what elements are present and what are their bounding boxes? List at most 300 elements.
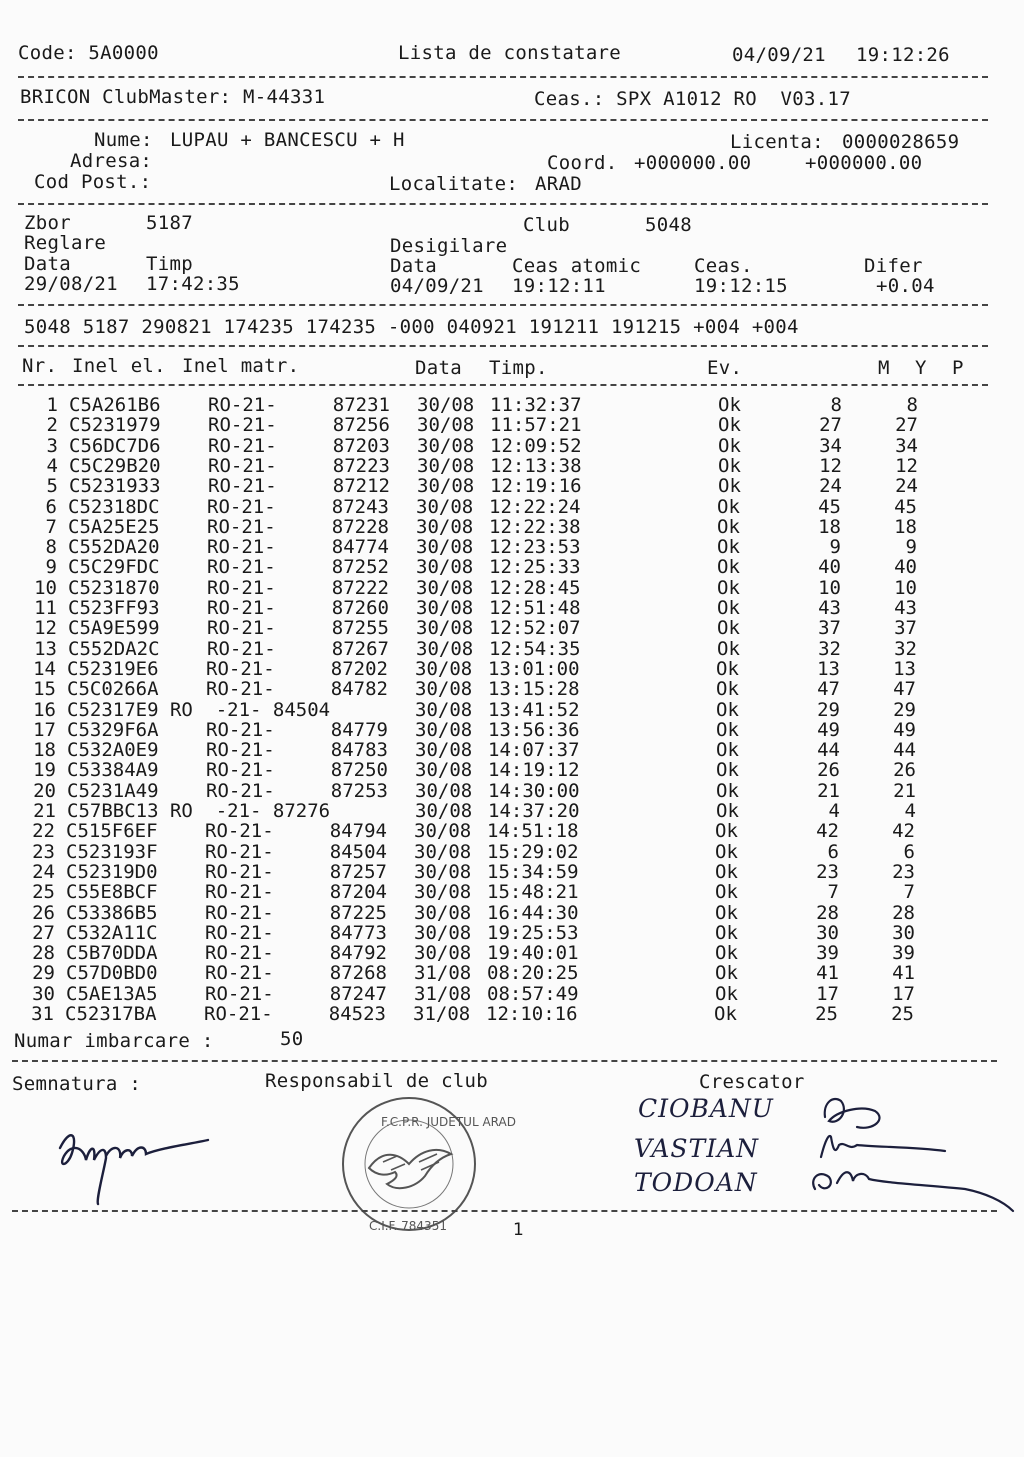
rank-y: 28 xyxy=(892,901,915,924)
table-row xyxy=(0,618,1024,638)
zbor-value: 5187 xyxy=(146,212,193,234)
ceas-atomic-value: 19:12:11 xyxy=(512,275,606,297)
row-number: 19 xyxy=(33,759,56,782)
rank-m: 7 xyxy=(827,881,839,904)
arrival-time: 14:19:12 xyxy=(488,759,580,782)
ring-prefix: RO-21- xyxy=(205,860,274,883)
arrival-time: 13:01:00 xyxy=(488,657,580,680)
table-row xyxy=(0,720,1024,740)
electronic-ring: C55E8BCF xyxy=(66,881,158,904)
rank-m: 13 xyxy=(817,657,840,680)
electronic-ring: C5A261B6 xyxy=(69,394,161,416)
rank-m: 34 xyxy=(819,434,842,457)
rank-y: 30 xyxy=(892,921,915,944)
table-row xyxy=(0,598,1024,618)
table-row xyxy=(0,1004,1024,1024)
table-row xyxy=(0,740,1024,760)
electronic-ring: C552DA20 xyxy=(68,536,160,559)
ring-number: 87203 xyxy=(332,434,390,457)
arrival-date: 30/08 xyxy=(414,820,472,843)
electronic-ring: C515F6EF xyxy=(66,820,158,843)
ring-prefix: RO-21- xyxy=(207,556,276,579)
event-status: Ok xyxy=(715,901,738,924)
ring-prefix: RO-21- xyxy=(208,394,277,416)
electronic-ring: C5C29B20 xyxy=(69,454,161,477)
code-line: 5048 5187 290821 174235 174235 -000 040921 191211 191215 +004 +004 xyxy=(24,316,799,338)
arrival-time: 11:32:37 xyxy=(490,394,582,416)
ring-prefix: RO-21- xyxy=(205,881,274,904)
divider xyxy=(18,304,988,306)
arrival-time: 14:37:20 xyxy=(488,800,580,822)
ring-prefix: RO-21- xyxy=(206,779,275,802)
arrival-time: 13:41:52 xyxy=(488,698,580,721)
rank-y: 43 xyxy=(894,597,917,619)
arrival-time: 15:48:21 xyxy=(487,881,579,904)
col-nr: Nr. xyxy=(22,355,58,377)
club-label: Club xyxy=(523,214,570,236)
row-number: 31 xyxy=(31,1003,54,1025)
row-number: 13 xyxy=(34,637,57,660)
table-row xyxy=(0,476,1024,496)
row-number: 7 xyxy=(45,515,57,538)
electronic-ring: C56DC7D6 xyxy=(69,434,161,457)
rank-y: 44 xyxy=(893,739,916,762)
ring-number: 87222 xyxy=(331,576,389,599)
signature-semnatura xyxy=(50,1108,220,1208)
rank-m: 43 xyxy=(818,597,841,619)
arrival-time: 19:40:01 xyxy=(487,942,579,965)
rank-y: 6 xyxy=(903,840,915,863)
event-status: Ok xyxy=(716,657,739,680)
ring-prefix: RO-21- xyxy=(205,942,274,965)
electronic-ring: C52319D0 xyxy=(66,860,158,883)
arrival-date: 30/08 xyxy=(417,434,475,457)
arrival-date: 30/08 xyxy=(415,779,473,802)
arrival-date: 30/08 xyxy=(416,597,474,619)
event-status: Ok xyxy=(716,779,739,802)
event-status: Ok xyxy=(715,820,738,843)
ring-prefix: RO-21- xyxy=(205,820,274,843)
data2-label: Data xyxy=(390,255,437,277)
rank-y: 32 xyxy=(894,637,917,660)
ring-number: 84792 xyxy=(329,942,387,965)
crescator-name: CIOBANU xyxy=(638,1094,774,1123)
event-status: Ok xyxy=(715,942,738,965)
ring-prefix: RO-21- xyxy=(206,678,275,701)
localitate-value: ARAD xyxy=(535,173,582,195)
electronic-ring: C5AE13A5 xyxy=(66,982,158,1005)
rank-m: 18 xyxy=(818,515,841,538)
arrival-date: 30/08 xyxy=(415,718,473,741)
ring-prefix: RO-21- xyxy=(208,414,277,437)
arrival-time: 12:10:16 xyxy=(486,1003,578,1025)
row-number: 3 xyxy=(46,434,58,457)
table-row xyxy=(0,557,1024,577)
rank-y: 12 xyxy=(895,454,918,477)
table-row xyxy=(0,700,1024,720)
rank-y: 45 xyxy=(894,495,917,518)
event-status: Ok xyxy=(715,921,738,944)
stamp-text: F.C.P.R. JUDETUL ARAD xyxy=(381,1115,516,1129)
row-number: 14 xyxy=(33,657,56,680)
row-number: 23 xyxy=(32,840,55,863)
arrival-date: 30/08 xyxy=(414,840,472,863)
arrival-time: 12:54:35 xyxy=(489,637,581,660)
reglare-data: 29/08/21 xyxy=(24,273,118,295)
col-m: M xyxy=(878,357,890,379)
row-number: 28 xyxy=(32,942,55,965)
event-status: Ok xyxy=(718,454,741,477)
arrival-date: 31/08 xyxy=(414,962,472,985)
row-number: 8 xyxy=(45,536,57,559)
arrival-date: 30/08 xyxy=(416,515,474,538)
row-number: 20 xyxy=(33,779,56,802)
electronic-ring: C5A25E25 xyxy=(68,515,160,538)
numar-label: Numar imbarcare : xyxy=(14,1030,214,1052)
desig-data: 04/09/21 xyxy=(390,275,484,297)
event-status: Ok xyxy=(717,495,740,518)
ring-number: 87204 xyxy=(329,881,387,904)
report-code: Code: 5A0000 xyxy=(18,42,159,64)
rank-y: 17 xyxy=(892,982,915,1005)
rank-m: 32 xyxy=(818,637,841,660)
ring-number: 84523 xyxy=(328,1003,386,1025)
rank-m: 4 xyxy=(828,800,840,822)
ceas-label: Ceas. xyxy=(694,255,753,277)
row-number: 12 xyxy=(34,617,57,640)
rank-m: 49 xyxy=(817,718,840,741)
arrival-date: 30/08 xyxy=(414,901,472,924)
arrival-time: 19:25:53 xyxy=(487,921,579,944)
rank-m: 8 xyxy=(830,394,842,416)
club-stamp xyxy=(335,1092,516,1240)
rank-y: 23 xyxy=(892,860,915,883)
electronic-ring: C52317BA xyxy=(65,1003,157,1025)
report-date: 04/09/21 xyxy=(732,44,826,66)
rank-m: 9 xyxy=(829,536,841,559)
rank-y: 27 xyxy=(895,414,918,437)
arrival-time: 12:13:38 xyxy=(490,454,582,477)
rank-y: 25 xyxy=(891,1003,914,1025)
row-number: 4 xyxy=(46,454,58,477)
electronic-ring: C53386B5 xyxy=(66,901,158,924)
event-status: Ok xyxy=(717,515,740,538)
arrival-time: 13:15:28 xyxy=(488,678,580,701)
col-y: Y xyxy=(915,357,927,379)
ring-number: 84783 xyxy=(330,739,388,762)
electronic-ring: C532A11C xyxy=(66,921,158,944)
rank-m: 25 xyxy=(815,1003,838,1025)
arrival-time: 12:28:45 xyxy=(489,576,581,599)
electronic-ring: C5231979 xyxy=(69,414,161,437)
table-row xyxy=(0,923,1024,943)
arrival-date: 30/08 xyxy=(417,414,475,437)
ring-number: 84782 xyxy=(330,678,388,701)
arrival-date: 30/08 xyxy=(414,860,472,883)
ring-number: 84504 xyxy=(329,840,387,863)
row-number: 15 xyxy=(33,678,56,701)
rank-m: 29 xyxy=(817,698,840,721)
table-row xyxy=(0,456,1024,476)
ring-prefix: RO-21- xyxy=(205,962,274,985)
arrival-time: 12:25:33 xyxy=(489,556,581,579)
row-number: 9 xyxy=(45,556,57,579)
ring-prefix: RO-21- xyxy=(207,637,276,660)
arrival-date: 30/08 xyxy=(417,394,475,416)
col-data: Data xyxy=(415,357,462,379)
row-number: 10 xyxy=(34,576,57,599)
event-status: Ok xyxy=(717,536,740,559)
rank-y: 37 xyxy=(894,617,917,640)
rank-m: 42 xyxy=(816,820,839,843)
table-row xyxy=(0,903,1024,923)
device-info: BRICON ClubMaster: M-44331 xyxy=(20,86,326,108)
numar-value: 50 xyxy=(280,1028,304,1050)
ring-prefix: RO-21- xyxy=(207,576,276,599)
table-row xyxy=(0,943,1024,963)
ring-prefix: RO-21- xyxy=(207,597,276,619)
rank-m: 24 xyxy=(819,475,842,498)
arrival-date: 30/08 xyxy=(414,921,472,944)
electronic-ring: C5231870 xyxy=(68,576,160,599)
table-row xyxy=(0,578,1024,598)
rank-y: 21 xyxy=(893,779,916,802)
electronic-ring: C52318DC xyxy=(68,495,160,518)
event-status: Ok xyxy=(717,597,740,619)
event-status: Ok xyxy=(714,1003,737,1025)
arrival-time: 14:30:00 xyxy=(488,779,580,802)
table-row xyxy=(0,395,1024,415)
arrival-time: 12:51:48 xyxy=(489,597,581,619)
ring-number: 84774 xyxy=(331,536,389,559)
ring-prefix: RO-21- xyxy=(208,475,277,498)
arrival-date: 30/08 xyxy=(416,495,474,518)
divider xyxy=(12,1060,997,1062)
ring-prefix: RO-21- xyxy=(206,759,275,782)
rank-m: 21 xyxy=(817,779,840,802)
row-number: 30 xyxy=(32,982,55,1005)
table-row xyxy=(0,781,1024,801)
electronic-ring: C5B70DDA xyxy=(66,942,158,965)
ring-prefix: RO-21- xyxy=(208,454,277,477)
col-timp: Timp. xyxy=(489,357,548,379)
event-status: Ok xyxy=(718,394,741,416)
rank-m: 47 xyxy=(817,678,840,701)
electronic-ring: C552DA2C xyxy=(68,637,160,660)
ring-number: 87225 xyxy=(329,901,387,924)
page-number: 1 xyxy=(513,1220,525,1240)
event-status: Ok xyxy=(718,434,741,457)
arrival-date: 30/08 xyxy=(415,698,473,721)
report-time: 19:12:26 xyxy=(856,44,950,66)
owner-name: LUPAU + BANCESCU + H xyxy=(170,129,405,151)
electronic-ring: C5C29FDC xyxy=(68,556,160,579)
row-number: 29 xyxy=(32,962,55,985)
arrival-time: 12:22:38 xyxy=(489,515,581,538)
arrival-date: 30/08 xyxy=(415,800,473,822)
ring-number: 87268 xyxy=(329,962,387,985)
electronic-ring: C523FF93 xyxy=(68,597,160,619)
electronic-ring: C53384A9 xyxy=(67,759,159,782)
rank-m: 39 xyxy=(816,942,839,965)
table-row xyxy=(0,497,1024,517)
table-row xyxy=(0,436,1024,456)
signature-crescator xyxy=(625,1085,1020,1220)
difer-label: Difer xyxy=(864,255,923,277)
reglare-timp: 17:42:35 xyxy=(146,273,240,295)
rank-m: 6 xyxy=(827,840,839,863)
arrival-time: 15:29:02 xyxy=(487,840,579,863)
arrival-time: 14:51:18 xyxy=(487,820,579,843)
arrival-date: 30/08 xyxy=(414,881,472,904)
col-p: P xyxy=(952,357,964,379)
divider xyxy=(18,203,988,205)
ring-number: 87255 xyxy=(331,617,389,640)
event-status: Ok xyxy=(717,576,740,599)
electronic-ring: C5231A49 xyxy=(67,779,159,802)
coord-value-2: +000000.00 xyxy=(805,152,923,174)
rank-y: 29 xyxy=(893,698,916,721)
reglare-label: Reglare xyxy=(24,232,107,254)
report-title: Lista de constatare xyxy=(398,42,622,64)
arrival-time: 08:20:25 xyxy=(487,962,579,985)
rank-y: 41 xyxy=(892,962,915,985)
rank-m: 45 xyxy=(818,495,841,518)
arrival-time: 12:23:53 xyxy=(489,536,581,559)
crescator-name: VASTIAN xyxy=(634,1134,760,1163)
table-row xyxy=(0,842,1024,862)
ring-prefix: RO-21- xyxy=(208,434,277,457)
arrival-date: 30/08 xyxy=(416,617,474,640)
electronic-ring: C523193F xyxy=(66,840,158,863)
electronic-ring: C57BBC13 RO -21- 87276 xyxy=(67,800,331,822)
ring-prefix: RO-21- xyxy=(206,657,275,680)
table-row xyxy=(0,801,1024,821)
name-label: Nume: xyxy=(94,129,153,151)
rank-m: 10 xyxy=(818,576,841,599)
rank-y: 4 xyxy=(904,800,916,822)
timp-label: Timp xyxy=(146,253,193,275)
event-status: Ok xyxy=(715,860,738,883)
event-status: Ok xyxy=(715,881,738,904)
arrival-time: 12:22:24 xyxy=(489,495,581,518)
row-number: 26 xyxy=(32,901,55,924)
arrival-date: 31/08 xyxy=(414,982,472,1005)
event-status: Ok xyxy=(716,739,739,762)
rank-m: 27 xyxy=(819,414,842,437)
ring-prefix: RO-21- xyxy=(205,921,274,944)
ring-number: 87228 xyxy=(331,515,389,538)
arrival-time: 13:56:36 xyxy=(488,718,580,741)
table-row xyxy=(0,415,1024,435)
rank-y: 26 xyxy=(893,759,916,782)
event-status: Ok xyxy=(718,414,741,437)
row-number: 16 xyxy=(33,698,56,721)
ring-prefix: RO-21- xyxy=(207,495,276,518)
rank-y: 9 xyxy=(905,536,917,559)
data-label: Data xyxy=(24,253,71,275)
electronic-ring: C52317E9 RO -21- 84504 xyxy=(67,698,331,721)
table-row xyxy=(0,821,1024,841)
rank-m: 37 xyxy=(818,617,841,640)
club-value: 5048 xyxy=(645,214,692,236)
arrival-date: 31/08 xyxy=(413,1003,471,1025)
arrival-date: 30/08 xyxy=(416,637,474,660)
rank-y: 8 xyxy=(906,394,918,416)
table-row xyxy=(0,659,1024,679)
electronic-ring: C57D0BD0 xyxy=(66,962,158,985)
row-number: 22 xyxy=(32,820,55,843)
rank-m: 26 xyxy=(817,759,840,782)
rank-m: 12 xyxy=(819,454,842,477)
table-row xyxy=(0,963,1024,983)
localitate-label: Localitate: xyxy=(389,173,519,195)
ring-prefix: RO-21- xyxy=(205,901,274,924)
table-row xyxy=(0,882,1024,902)
row-number: 11 xyxy=(34,597,57,619)
coord-label: Coord. xyxy=(547,152,618,174)
event-status: Ok xyxy=(717,556,740,579)
col-inel-matr: Inel matr. xyxy=(182,355,300,377)
row-number: 24 xyxy=(32,860,55,883)
clock-info: Ceas.: SPX A1012 RO V03.17 xyxy=(534,88,851,110)
arrival-date: 30/08 xyxy=(415,678,473,701)
row-number: 2 xyxy=(46,414,58,437)
crescator-name: TODOAN xyxy=(634,1168,758,1197)
event-status: Ok xyxy=(718,475,741,498)
ring-number: 87231 xyxy=(332,394,390,416)
arrival-time: 11:57:21 xyxy=(490,414,582,437)
ring-number: 87257 xyxy=(329,860,387,883)
event-status: Ok xyxy=(715,840,738,863)
rank-m: 44 xyxy=(817,739,840,762)
responsabil-label: Responsabil de club xyxy=(265,1070,489,1092)
divider xyxy=(18,345,988,347)
rank-y: 18 xyxy=(894,515,917,538)
col-inel-el: Inel el. xyxy=(72,355,166,377)
ring-number: 87256 xyxy=(332,414,390,437)
rank-y: 34 xyxy=(895,434,918,457)
arrival-date: 30/08 xyxy=(416,576,474,599)
semnatura-label: Semnatura : xyxy=(12,1073,142,1095)
electronic-ring: C532A0E9 xyxy=(67,739,159,762)
ring-number: 87250 xyxy=(330,759,388,782)
arrival-time: 14:07:37 xyxy=(488,739,580,762)
table-row xyxy=(0,517,1024,537)
ring-number: 87253 xyxy=(330,779,388,802)
rank-m: 41 xyxy=(816,962,839,985)
ring-number: 87252 xyxy=(331,556,389,579)
row-number: 25 xyxy=(32,881,55,904)
zbor-label: Zbor xyxy=(24,212,71,234)
arrival-date: 30/08 xyxy=(416,536,474,559)
ring-number: 87247 xyxy=(329,982,387,1005)
event-status: Ok xyxy=(717,617,740,640)
row-number: 17 xyxy=(33,718,56,741)
electronic-ring: C5231933 xyxy=(69,475,161,498)
divider xyxy=(12,1210,997,1212)
rank-y: 49 xyxy=(893,718,916,741)
table-row xyxy=(0,862,1024,882)
ring-number: 87260 xyxy=(331,597,389,619)
arrival-time: 16:44:30 xyxy=(487,901,579,924)
arrival-time: 12:19:16 xyxy=(490,475,582,498)
ring-prefix: RO-21- xyxy=(207,617,276,640)
coord-value-1: +000000.00 xyxy=(634,152,752,174)
divider xyxy=(18,384,988,386)
stamp-cif: C.I.F. 784351 xyxy=(369,1219,447,1233)
ceas-atomic-label: Ceas atomic xyxy=(512,255,642,277)
